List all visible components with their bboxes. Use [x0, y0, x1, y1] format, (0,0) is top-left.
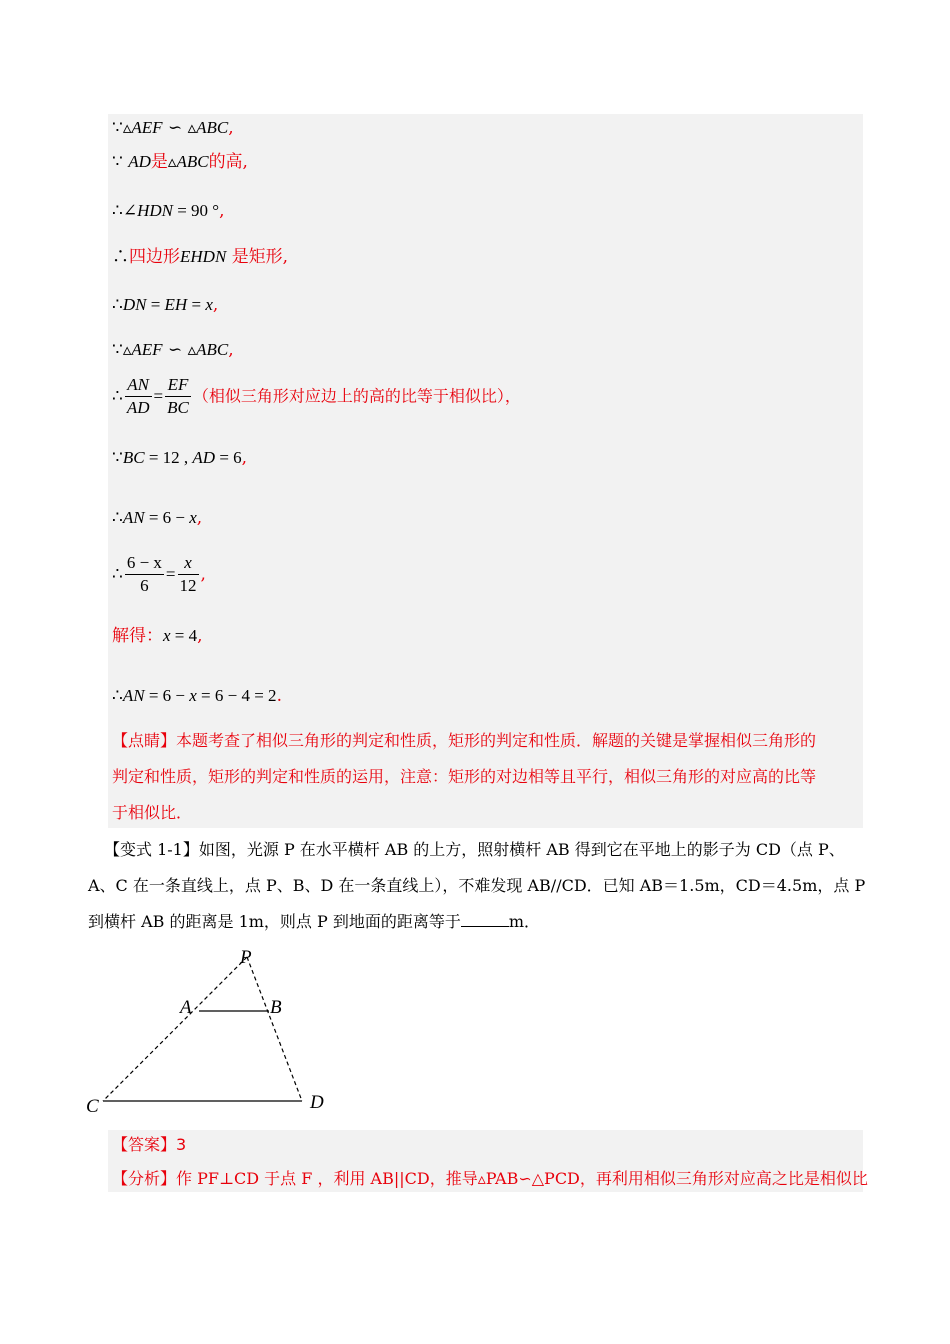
comment-tag: 【点睛】: [112, 731, 177, 750]
analysis-text: 作 PF⊥CD 于点 F ，利用 AB||CD，推导▵PAB∽△PCD，再利用相似三角形对应高之比是相似比: [176, 1169, 868, 1188]
solution-line-6: ∵▵AEF ∽ ▵ABC,: [112, 340, 234, 360]
variant-line-3: 到横杆 AB 的距离是 1m，则点 P 到地面的距离等于 m．: [88, 912, 541, 931]
answer-blank: [461, 912, 509, 927]
label-p: P: [240, 947, 252, 968]
solution-line-7: ∴ $\frac{AN}{AD}$ = $\frac{EF}{BC}$ （相似三角形对应边上的高的比等于相似比），: [112, 375, 521, 417]
solution-line-11: 解得：x = 4,: [112, 626, 203, 646]
answer-tag: 【答案】: [112, 1135, 177, 1154]
segment-pd: [247, 957, 302, 1101]
solution-line-3: ∴∠HDN = 90 °,: [112, 201, 225, 221]
diagram-svg: [80, 945, 350, 1125]
answer-value: 3: [176, 1135, 187, 1154]
segment-pc: [103, 957, 247, 1101]
solution-line-5: ∴DN = EH = x,: [112, 295, 219, 315]
variant-line-1: 【变式 1-1】如图，光源 P 在水平横杆 AB 的上方，照射横杆 AB 得到它在平地上的影子为 CD（点 P、: [104, 840, 845, 859]
variant-line-2: A、C 在一条直线上，点 P、B、D 在一条直线上），不难发现 AB//CD．已知 AB＝1.5m，CD＝4.5m，点 P: [88, 876, 866, 895]
geometry-diagram: [80, 945, 350, 1129]
solution-line-4: ∴四边形EHDN 是矩形,: [112, 247, 289, 267]
answer-line: [112, 1134, 186, 1156]
analysis-tag: 【分析】: [112, 1169, 177, 1188]
comment-block: [112, 723, 862, 831]
label-d: D: [310, 1092, 324, 1113]
solution-line-9: ∴AN = 6 − x,: [112, 508, 203, 528]
label-c: C: [86, 1096, 99, 1117]
comment-line-2: 判定和性质，矩形的判定和性质的运用，注意：矩形的对边相等且平行，相似三角形的对应高的比等: [112, 767, 817, 786]
fraction-x-over-12: $\frac{x}{12}$: [179, 553, 197, 595]
fraction-an-ad: $\frac{AN}{AD}$: [126, 375, 150, 417]
fraction-ef-bc: $\frac{EF}{BC}$: [167, 375, 189, 417]
variant-problem: [88, 832, 878, 940]
solution-line-8: ∵BC = 12 , AD = 6,: [112, 448, 248, 468]
label-b: B: [270, 997, 282, 1018]
variant-tag: 【变式 1-1】: [104, 840, 199, 859]
solution-line-2: ∵ AD是▵ABC的高,: [112, 152, 248, 172]
solution-line-1: ∵▵AEF ∽ ▵ABC,: [112, 118, 234, 138]
comment-line-3: 于相似比．: [112, 803, 193, 822]
solution-line-10: ∴ $\frac{6 - x}{6}$ = $\frac{x}{12}$ ,: [112, 553, 206, 595]
label-a: A: [180, 997, 192, 1018]
solution-line-12: ∴AN = 6 − x = 6 − 4 = 2.: [112, 686, 282, 706]
fraction-6-minus-x-over-6: $\frac{6 - x}{6}$: [126, 553, 162, 595]
analysis-line: [112, 1168, 868, 1190]
comment-line-1: 【点睛】本题考查了相似三角形的判定和性质，矩形的判定和性质．解题的关键是掌握相似三角形的: [112, 731, 817, 750]
